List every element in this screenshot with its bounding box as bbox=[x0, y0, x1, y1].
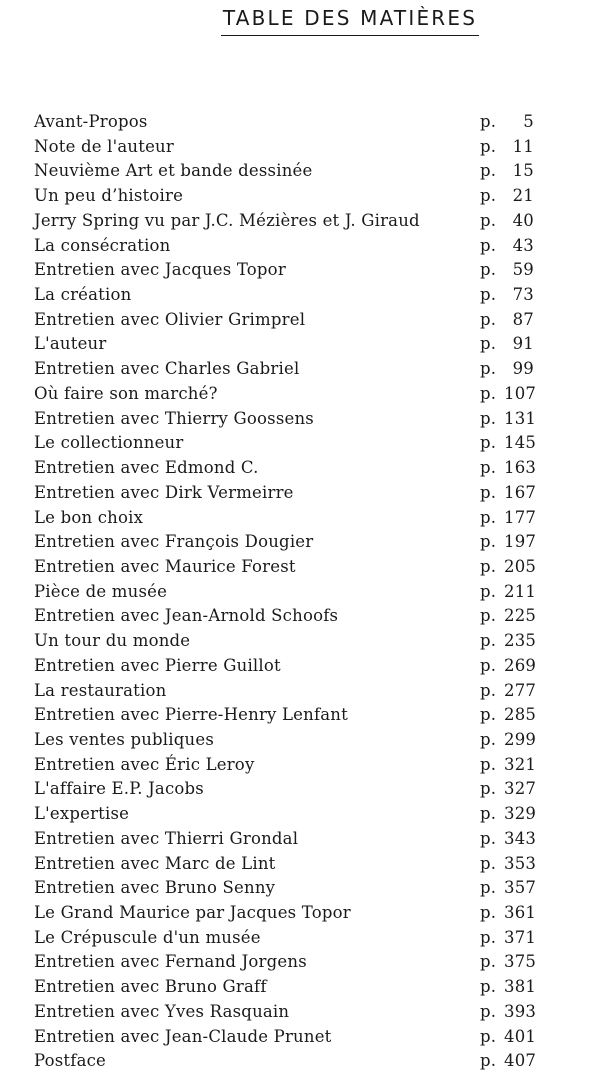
page-number: 375 bbox=[504, 952, 537, 972]
page-prefix: p. bbox=[480, 952, 497, 972]
page-prefix: p. bbox=[480, 581, 497, 601]
table-of-contents bbox=[34, 110, 554, 1074]
toc-entry-title: Postface bbox=[34, 1051, 107, 1071]
toc-entry-title: Les ventes publiques bbox=[34, 729, 214, 749]
page-number: 285 bbox=[504, 705, 537, 725]
toc-entry bbox=[34, 679, 554, 704]
page-prefix: p. bbox=[480, 383, 497, 403]
page-title: TABLE DES MATIÈRES bbox=[222, 6, 478, 30]
toc-entry bbox=[34, 876, 554, 901]
toc-entry-title: Entretien avec Dirk Vermeirre bbox=[34, 482, 294, 502]
page-prefix: p. bbox=[480, 729, 497, 749]
toc-entry bbox=[34, 555, 554, 580]
toc-entry-page bbox=[480, 950, 537, 975]
page-prefix: p. bbox=[480, 186, 497, 206]
toc-entry-page bbox=[480, 481, 537, 506]
page-prefix: p. bbox=[480, 927, 497, 947]
page-number: 43 bbox=[512, 235, 534, 255]
toc-entry-title: Le bon choix bbox=[34, 507, 144, 527]
toc-entry-title: L'affaire E.P. Jacobs bbox=[34, 779, 204, 799]
toc-entry-title: Entretien avec Charles Gabriel bbox=[34, 359, 300, 379]
toc-entry-title: Jerry Spring vu par J.C. Mézières et J. Giraud bbox=[34, 210, 420, 230]
toc-entry-title: Entretien avec Bruno Graff bbox=[34, 977, 267, 997]
toc-entry-page bbox=[480, 580, 537, 605]
toc-entry-page bbox=[480, 135, 534, 160]
page-number: 353 bbox=[504, 853, 537, 873]
toc-entry-page bbox=[480, 1000, 537, 1025]
page-prefix: p. bbox=[480, 210, 497, 230]
page-number: 40 bbox=[512, 210, 534, 230]
toc-entry bbox=[34, 258, 554, 283]
page-prefix: p. bbox=[480, 680, 497, 700]
toc-entry-title: Entretien avec Jean-Arnold Schoofs bbox=[34, 606, 339, 626]
page-prefix: p. bbox=[480, 309, 497, 329]
page-prefix: p. bbox=[480, 334, 497, 354]
toc-entry-page bbox=[480, 1025, 537, 1050]
toc-entry-page bbox=[480, 876, 537, 901]
toc-entry bbox=[34, 506, 554, 531]
toc-entry-title: Neuvième Art et bande dessinée bbox=[34, 161, 313, 181]
toc-entry-title: Entretien avec Pierre Guillot bbox=[34, 655, 281, 675]
toc-entry-title: Entretien avec Bruno Senny bbox=[34, 878, 276, 898]
toc-entry-title: La création bbox=[34, 285, 132, 305]
page-number: 299 bbox=[504, 729, 537, 749]
toc-entry-page bbox=[480, 604, 537, 629]
toc-entry bbox=[34, 629, 554, 654]
toc-entry-page bbox=[480, 852, 537, 877]
page-prefix: p. bbox=[480, 1026, 497, 1046]
toc-entry-page bbox=[480, 555, 537, 580]
page-number: 73 bbox=[512, 285, 534, 305]
toc-entry bbox=[34, 382, 554, 407]
page-prefix: p. bbox=[480, 853, 497, 873]
toc-entry bbox=[34, 1025, 554, 1050]
toc-entry-page bbox=[480, 1049, 537, 1074]
page-number: 277 bbox=[504, 680, 537, 700]
toc-entry bbox=[34, 901, 554, 926]
toc-entry bbox=[34, 654, 554, 679]
page-number: 21 bbox=[512, 186, 534, 206]
toc-entry bbox=[34, 604, 554, 629]
page-number: 167 bbox=[504, 482, 537, 502]
toc-entry bbox=[34, 703, 554, 728]
toc-entry-page bbox=[480, 901, 537, 926]
toc-entry bbox=[34, 481, 554, 506]
toc-entry bbox=[34, 827, 554, 852]
toc-entry-page bbox=[480, 110, 534, 135]
page-prefix: p. bbox=[480, 705, 497, 725]
toc-entry bbox=[34, 926, 554, 951]
page-prefix: p. bbox=[480, 136, 497, 156]
page-number: 131 bbox=[504, 408, 537, 428]
page-number: 163 bbox=[504, 458, 537, 478]
toc-entry bbox=[34, 728, 554, 753]
toc-entry-page bbox=[480, 975, 537, 1000]
toc-entry-page bbox=[480, 184, 534, 209]
page-number: 211 bbox=[504, 581, 537, 601]
toc-entry bbox=[34, 1000, 554, 1025]
toc-entry-page bbox=[480, 234, 534, 259]
toc-entry-page bbox=[480, 308, 534, 333]
toc-entry-title: Entretien avec Yves Rasquain bbox=[34, 1001, 290, 1021]
toc-entry-page bbox=[480, 728, 537, 753]
page-number: 401 bbox=[504, 1026, 537, 1046]
page-prefix: p. bbox=[480, 161, 497, 181]
toc-entry bbox=[34, 530, 554, 555]
toc-entry-page bbox=[480, 802, 537, 827]
toc-entry bbox=[34, 431, 554, 456]
toc-entry bbox=[34, 1049, 554, 1074]
page-number: 327 bbox=[504, 779, 537, 799]
toc-entry-page bbox=[480, 258, 534, 283]
toc-entry-page bbox=[480, 283, 534, 308]
page-prefix: p. bbox=[480, 482, 497, 502]
toc-entry-title: Entretien avec Edmond C. bbox=[34, 458, 259, 478]
page-prefix: p. bbox=[480, 359, 497, 379]
page-number: 321 bbox=[504, 754, 537, 774]
toc-entry-page bbox=[480, 926, 537, 951]
toc-entry bbox=[34, 802, 554, 827]
toc-entry-title: Le collectionneur bbox=[34, 433, 184, 453]
page-prefix: p. bbox=[480, 458, 497, 478]
toc-entry-title: Un peu d’histoire bbox=[34, 186, 184, 206]
page-number: 361 bbox=[504, 903, 537, 922]
page-prefix: p. bbox=[480, 507, 497, 527]
toc-entry bbox=[34, 283, 554, 308]
toc-entry-title: Entretien avec Jacques Topor bbox=[34, 260, 286, 280]
toc-entry-title: Le Grand Maurice par Jacques Topor bbox=[34, 903, 351, 922]
toc-entry-title: Entretien avec Thierri Grondal bbox=[34, 828, 299, 848]
page-number: 329 bbox=[504, 804, 537, 824]
toc-entry bbox=[34, 332, 554, 357]
toc-entry-page bbox=[480, 407, 537, 432]
page-prefix: p. bbox=[480, 631, 497, 651]
toc-entry-page bbox=[480, 753, 537, 778]
toc-entry-title: La restauration bbox=[34, 680, 167, 700]
toc-entry-title: Entretien avec Fernand Jorgens bbox=[34, 952, 307, 972]
toc-entry bbox=[34, 135, 554, 160]
toc-entry-title: Entretien avec Olivier Grimprel bbox=[34, 309, 306, 329]
toc-entry bbox=[34, 407, 554, 432]
page-prefix: p. bbox=[480, 433, 497, 453]
page-prefix: p. bbox=[480, 235, 497, 255]
page-prefix: p. bbox=[480, 977, 497, 997]
toc-entry bbox=[34, 234, 554, 259]
toc-entry-title: La consécration bbox=[34, 235, 171, 255]
toc-entry-title: Note de l'auteur bbox=[34, 136, 174, 156]
page-prefix: p. bbox=[480, 1001, 497, 1021]
page-number: 343 bbox=[504, 828, 537, 848]
page-prefix: p. bbox=[480, 1051, 497, 1071]
page-number: 15 bbox=[512, 161, 534, 181]
page-prefix: p. bbox=[480, 260, 497, 280]
toc-entry-title: Avant-Propos bbox=[34, 112, 148, 131]
toc-entry-title: Entretien avec Jean-Claude Prunet bbox=[34, 1026, 332, 1046]
page-number: 371 bbox=[504, 927, 537, 947]
toc-entry bbox=[34, 852, 554, 877]
page-prefix: p. bbox=[480, 285, 497, 305]
toc-entry-page bbox=[480, 209, 534, 234]
toc-entry-title: Entretien avec Marc de Lint bbox=[34, 853, 276, 873]
toc-entry bbox=[34, 975, 554, 1000]
toc-entry-page bbox=[480, 382, 537, 407]
page-prefix: p. bbox=[480, 804, 497, 824]
toc-entry bbox=[34, 357, 554, 382]
page-number: 145 bbox=[504, 433, 537, 453]
toc-entry-title: Entretien avec Pierre-Henry Lenfant bbox=[34, 705, 348, 725]
page-number: 381 bbox=[504, 977, 537, 997]
page-number: 197 bbox=[504, 532, 537, 552]
page-prefix: p. bbox=[480, 532, 497, 552]
page-number: 407 bbox=[504, 1051, 537, 1071]
toc-entry bbox=[34, 777, 554, 802]
page-number: 235 bbox=[504, 631, 537, 651]
toc-entry-page bbox=[480, 506, 537, 531]
toc-entry bbox=[34, 950, 554, 975]
page-number: 225 bbox=[504, 606, 537, 626]
toc-entry bbox=[34, 753, 554, 778]
page-prefix: p. bbox=[480, 903, 497, 922]
page-prefix: p. bbox=[480, 878, 497, 898]
page-number: 269 bbox=[504, 655, 537, 675]
toc-entry bbox=[34, 159, 554, 184]
toc-entry-page bbox=[480, 456, 537, 481]
toc-entry-page bbox=[480, 530, 537, 555]
page-number: 5 bbox=[523, 112, 534, 131]
toc-entry-title: Entretien avec Thierry Goossens bbox=[34, 408, 314, 428]
page-number: 99 bbox=[512, 359, 534, 379]
toc-entry-title: Un tour du monde bbox=[34, 631, 191, 651]
page-prefix: p. bbox=[480, 754, 497, 774]
page-prefix: p. bbox=[480, 655, 497, 675]
toc-entry-page bbox=[480, 431, 537, 456]
page-number: 11 bbox=[512, 136, 534, 156]
toc-entry-title: Entretien avec Maurice Forest bbox=[34, 556, 296, 576]
toc-entry-title: Où faire son marché? bbox=[34, 383, 218, 403]
page-number: 59 bbox=[512, 260, 534, 280]
toc-entry-title: Pièce de musée bbox=[34, 581, 168, 601]
toc-entry bbox=[34, 308, 554, 333]
page-number: 107 bbox=[504, 383, 537, 403]
page-prefix: p. bbox=[480, 828, 497, 848]
toc-entry bbox=[34, 209, 554, 234]
toc-entry bbox=[34, 110, 554, 135]
toc-entry-page bbox=[480, 629, 537, 654]
page-number: 87 bbox=[512, 309, 534, 329]
toc-entry-page bbox=[480, 654, 537, 679]
page-prefix: p. bbox=[480, 606, 497, 626]
toc-entry-page bbox=[480, 827, 537, 852]
toc-entry-page bbox=[480, 703, 537, 728]
toc-entry-page bbox=[480, 332, 534, 357]
page-number: 357 bbox=[504, 878, 537, 898]
toc-entry-title: L'auteur bbox=[34, 334, 107, 354]
page-number: 393 bbox=[504, 1001, 537, 1021]
toc-entry-title: Entretien avec François Dougier bbox=[34, 532, 314, 552]
title-underline bbox=[221, 35, 479, 36]
toc-entry-title: L'expertise bbox=[34, 804, 130, 824]
toc-entry bbox=[34, 184, 554, 209]
toc-entry bbox=[34, 456, 554, 481]
page-number: 91 bbox=[512, 334, 534, 354]
toc-entry-page bbox=[480, 777, 537, 802]
page-number: 205 bbox=[504, 556, 537, 576]
toc-entry-page bbox=[480, 357, 534, 382]
toc-entry-title: Le Crépuscule d'un musée bbox=[34, 927, 261, 947]
page-number: 177 bbox=[504, 507, 537, 527]
toc-entry-page bbox=[480, 159, 534, 184]
toc-entry-page bbox=[480, 679, 537, 704]
page-prefix: p. bbox=[480, 556, 497, 576]
toc-entry bbox=[34, 580, 554, 605]
page-prefix: p. bbox=[480, 112, 497, 131]
page-prefix: p. bbox=[480, 408, 497, 428]
toc-entry-title: Entretien avec Éric Leroy bbox=[34, 754, 255, 774]
page-prefix: p. bbox=[480, 779, 497, 799]
